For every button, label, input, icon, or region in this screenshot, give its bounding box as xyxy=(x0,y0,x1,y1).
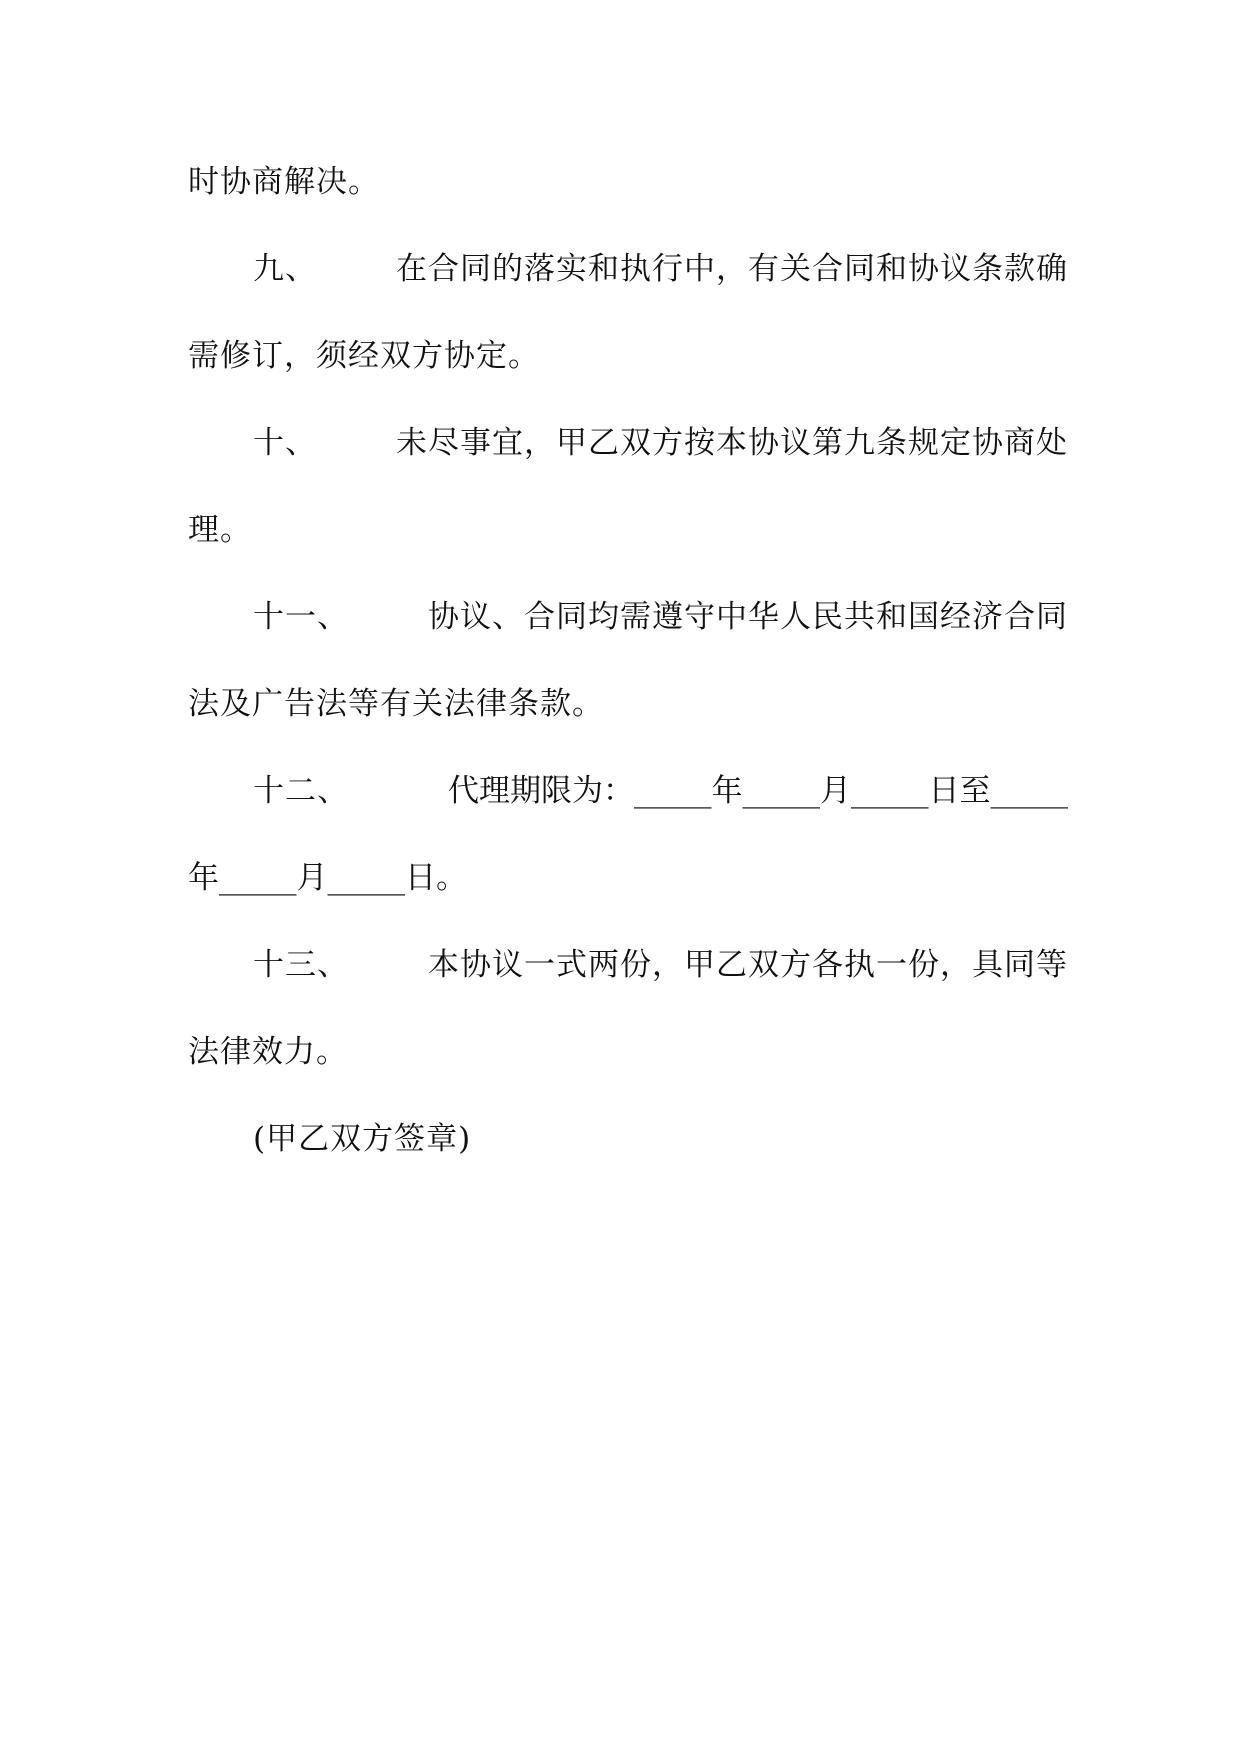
clause-11-line-2 xyxy=(188,684,1068,724)
clause-11-line-1 xyxy=(253,597,1068,637)
signature-text: (甲乙双方签章) xyxy=(253,1121,472,1157)
clause-text: 年_____月_____日。 xyxy=(188,860,467,896)
clause-10-line-1 xyxy=(253,423,1068,463)
clause-13-line-1 xyxy=(253,945,1068,985)
clause-text: 未尽事宜，甲乙双方按本协议第九条规定协商处 xyxy=(396,425,1068,461)
clause-text: 法律效力。 xyxy=(188,1034,348,1070)
clause-text: 协议、合同均需遵守中华人民共和国经济合同 xyxy=(428,599,1068,635)
clause-13-line-2 xyxy=(188,1032,1068,1072)
clause-12-line-2 xyxy=(188,858,1068,898)
clause-text: 在合同的落实和执行中，有关合同和协议条款确 xyxy=(396,251,1068,287)
signature-line xyxy=(253,1119,1068,1159)
clause-number: 十三、 xyxy=(253,947,349,983)
clause-number: 九、 xyxy=(253,251,317,287)
clause-text: 理。 xyxy=(188,512,252,548)
clause-text: 需修订，须经双方协定。 xyxy=(188,338,540,374)
clause-number: 十、 xyxy=(253,425,317,461)
clause-9-line-1 xyxy=(253,249,1068,289)
clause-number: 十二、 xyxy=(253,773,349,809)
paragraph-text: 时协商解决。 xyxy=(188,164,380,200)
clause-number: 十一、 xyxy=(253,599,349,635)
paragraph-line xyxy=(188,162,1068,202)
clause-12-line-1 xyxy=(253,771,1068,811)
clause-text: 代理期限为：_____年_____月_____日至_____ xyxy=(448,773,1068,809)
clause-text: 本协议一式两份，甲乙双方各执一份，具同等 xyxy=(428,947,1068,983)
clause-text: 法及广告法等有关法律条款。 xyxy=(188,686,604,722)
clause-9-line-2 xyxy=(188,336,1068,376)
clause-10-line-2 xyxy=(188,510,1068,550)
